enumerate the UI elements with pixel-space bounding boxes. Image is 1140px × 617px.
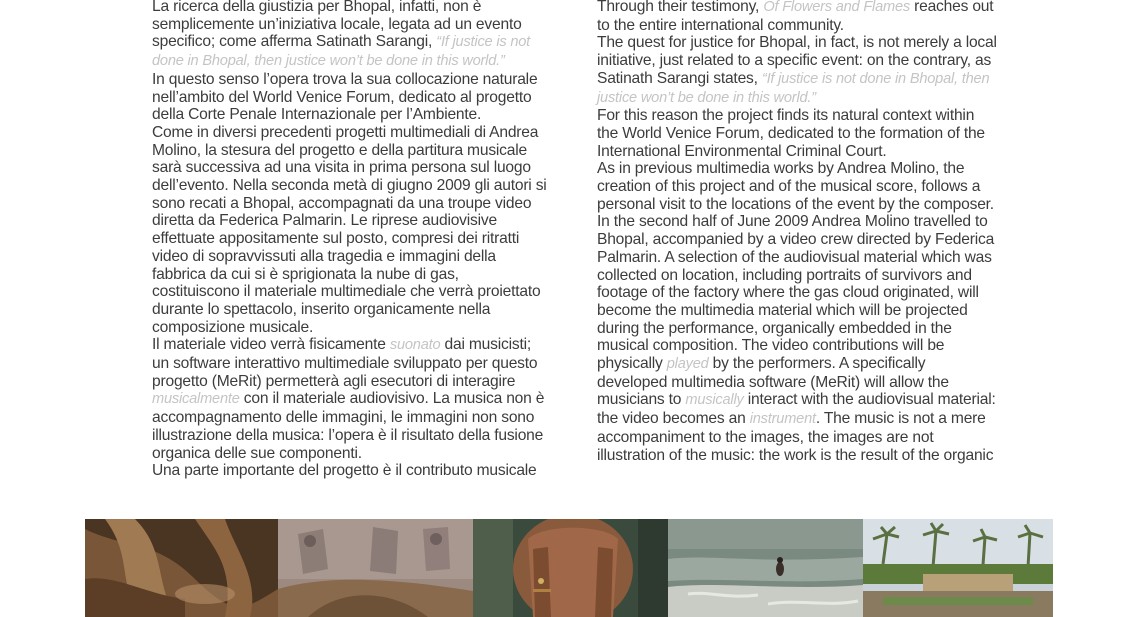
italian-text-column (152, 0, 550, 480)
wall-mural-photo (278, 519, 473, 617)
italian-paragraph-5: Una parte importante del progetto è il contributo musicale (152, 462, 537, 480)
river-wader-photo (668, 519, 863, 617)
sarangi-quote-it: “If justice is not done in Bhopal, then justice won’t be done in this world.” (152, 34, 531, 70)
english-paragraph-3: For this reason the project finds its natural context within the World Venice Forum, dedicated to the formation of the International Environmental Criminal Court. (597, 107, 985, 160)
english-paragraph-1: Through their testimony, Of Flowers and Flames reaches out to the entire international community. (597, 0, 994, 34)
memorial-garden-photo (863, 519, 1053, 617)
english-paragraph-2: The quest for justice for Bhopal, in fact, is not merely a local initiative, just related to a specific event: on the contrary, as Satinath Sarangi states, “If justice is not done in Bhopal, then justice won’t be done in this world.” (597, 34, 997, 106)
tree-roots-photo (85, 519, 278, 617)
italian-paragraph-3: Come in diversi precedenti progetti multimediali di Andrea Molino, la stesura del progetto e della partitura musicale sarà successiva ad una visita in prima persona sul luogo dell’evento. Nella seconda metà di giugno 2009 gli autori si sono recati a Bhopal, accompagnati da una troupe video diretta da Federica Palmarin. Le riprese audiovisive effettuate appositamente sul posto, compresi dei ritratti video di sopravvissuti alla tragedia e immagini della fabbrica da cui si è sprigionata la nube di gas, costituiscono il materiale multimediale che verrà proiettato durante lo spettacolo, inserito organicamente nella composizione musicale. (152, 123, 547, 336)
italian-paragraph-2: In questo senso l’opera trova la sua collocazione naturale nell’ambito del World Venice Forum, dedicato al progetto della Corte Penale Internazionale per l’Ambiente. (152, 70, 538, 124)
english-paragraph-4: As in previous multimedia works by Andrea Molino, the creation of this project and of the musical score, follows a personal visit to the locations of the event by the composer. In the second half of June 2009 Andrea Molino travelled to Bhopal, accompanied by a video crew directed by Federica Palmarin. A selection of the audiovisual material which was collected on location, including portraits of survivors and footage of the factory where the gas cloud originated, will become the multimedia material which will be projected during the performance, organically embedded in the musical composition. The video contributions will be physically played by the performers. A specifically developed multimedia software (MeRit) will allow the musicians to musically interact with the audiovisual material: the video becomes an instrument. The music is not a mere accompaniment to the images, the images are not illustration of the music: the work is the result of the organic (597, 160, 996, 464)
woman-covering-face-photo (473, 519, 668, 617)
sarangi-quote-en: “If justice is not done in Bhopal, then justice won’t be done in this world.” (597, 70, 990, 106)
italian-paragraph-1: La ricerca della giustizia per Bhopal, infatti, non è semplicemente un’iniziativa locale, legata ad un evento specifico; come afferma Satinath Sarangi, “If justice is not done in Bhopal, then justice won’t be done in this world.” (152, 0, 531, 70)
italian-paragraph-4: Il materiale video verrà fisicamente suonato dai musicisti; un software interattivo multimediale sviluppato per questo progetto (MeRit) permetterà agli esecutori di interagire musicalmente con il materiale audiovisivo. La musica non è accompagnamento delle immagini, le immagini non sono illustrazione della musica: l’opera è il risultato della fusione organica delle sue componenti. (152, 336, 545, 462)
photo-strip (85, 519, 1053, 617)
english-text-column (597, 0, 997, 464)
